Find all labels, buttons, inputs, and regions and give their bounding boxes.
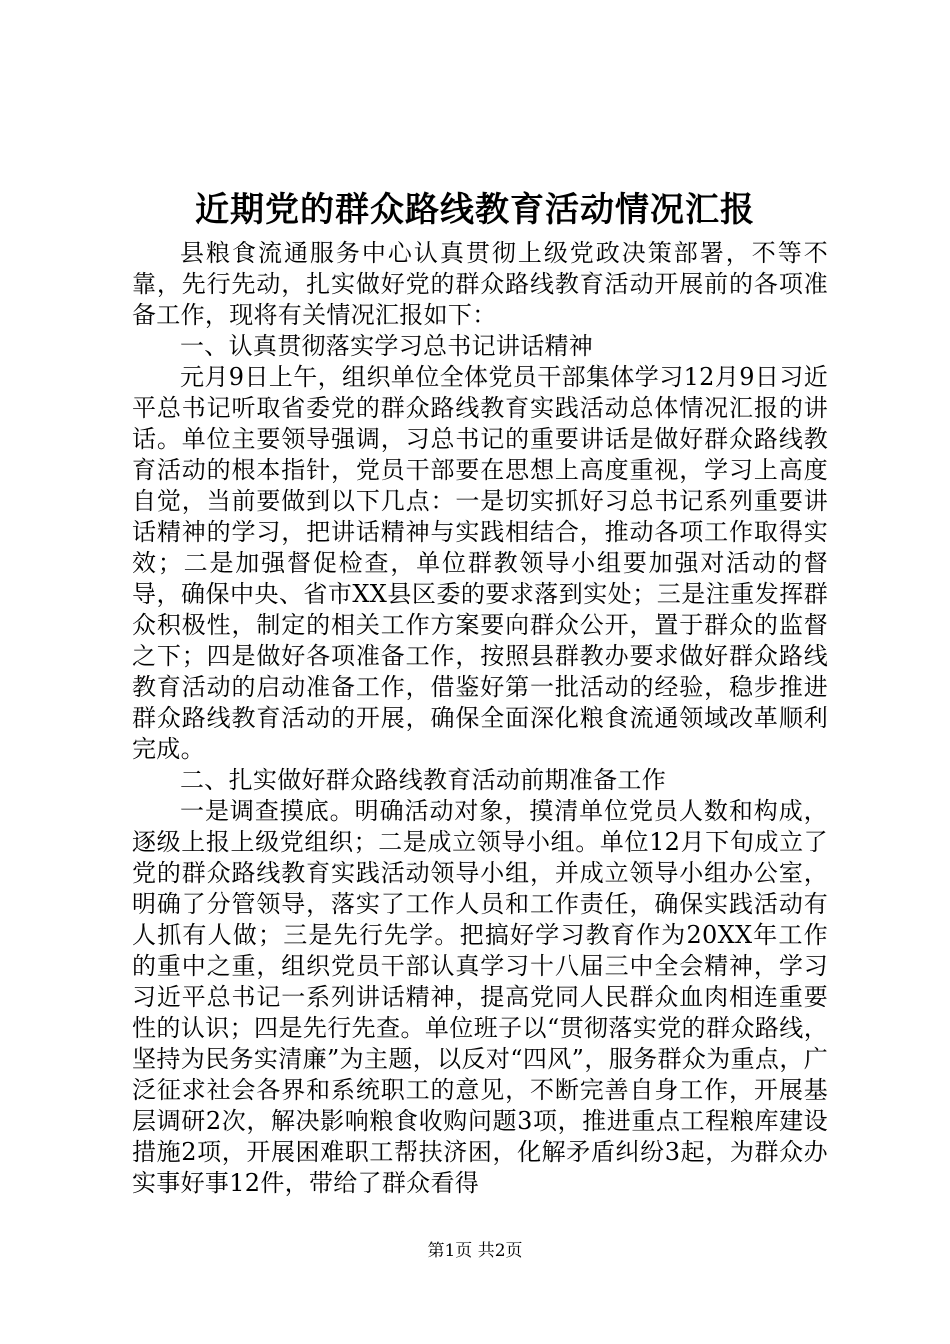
section-heading-2: 二、扎实做好群众路线教育活动前期准备工作 (180, 766, 666, 794)
intro-paragraph: 县粮食流通服务中心认真贯彻上级党政决策部署，不等不靠，先行先动，扎实做好党的群众路线教育活动开展前的各项准备工作，现将有关情况汇报如下： (132, 239, 828, 329)
page-footer: 第1页 共2页 (427, 1241, 523, 1261)
section-1-paragraph: 元月9日上午，组织单位全体党员干部集体学习12月9日习近平总书记听取省委党的群众路线教育实践活动总体情况汇报的讲话。单位主要领导强调，习总书记的重要讲话是做好群众路线教育活动的根本指针，党员干部要在思想上高度重视，学习上高度自觉，当前要做到以下几点：一是切实抓好习总书记系列重要讲话精神的学习，把讲话精神与实践相结合，推动各项工作取得实效；二是加强督促检查，单位群教领导小组要加强对活动的督导，确保中央、省市XX县区委的要求落到实处；三是注重发挥群众积极性，制定的相关工作方案要向群众公开，置于群众的监督之下；四是做好各项准备工作，按照县群教办要求做好群众路线教育活动的启动准备工作，借鉴好第一批活动的经验，稳步推进群众路线教育活动的开展，确保全面深化粮食流通领域改革顺利完成。 (132, 363, 828, 763)
section-2-paragraph: 一是调查摸底。明确活动对象，摸清单位党员人数和构成，逐级上报上级党组织；二是成立领导小组。单位12月下旬成立了党的群众路线教育实践活动领导小组，并成立领导小组办公室，明确了分管领导，落实了工作人员和工作责任，确保实践活动有人抓有人做；三是先行先学。把搞好学习教育作为20XX年工作的重中之重，组织党员干部认真学习十八届三中全会精神，学习习近平总书记一系列讲话精神，提高党同人民群众血肉相连重要性的认识；四是先行先查。单位班子以“贯彻落实党的群众路线，坚持为民务实清廉”为主题，以反对“四风”，服务群众为重点，广泛征求社会各界和系统职工的意见，不断完善自身工作，开展基层调研2次，解决影响粮食收购问题3项，推进重点工程粮库建设措施2项，开展困难职工帮扶济困，化解矛盾纠纷3起，为群众办实事好事12件，带给了群众看得 (132, 797, 828, 1197)
page-title: 近期党的群众路线教育活动情况汇报 (195, 190, 755, 230)
section-heading-1: 一、认真贯彻落实学习总书记讲话精神 (180, 332, 594, 360)
document-body (132, 238, 828, 1199)
